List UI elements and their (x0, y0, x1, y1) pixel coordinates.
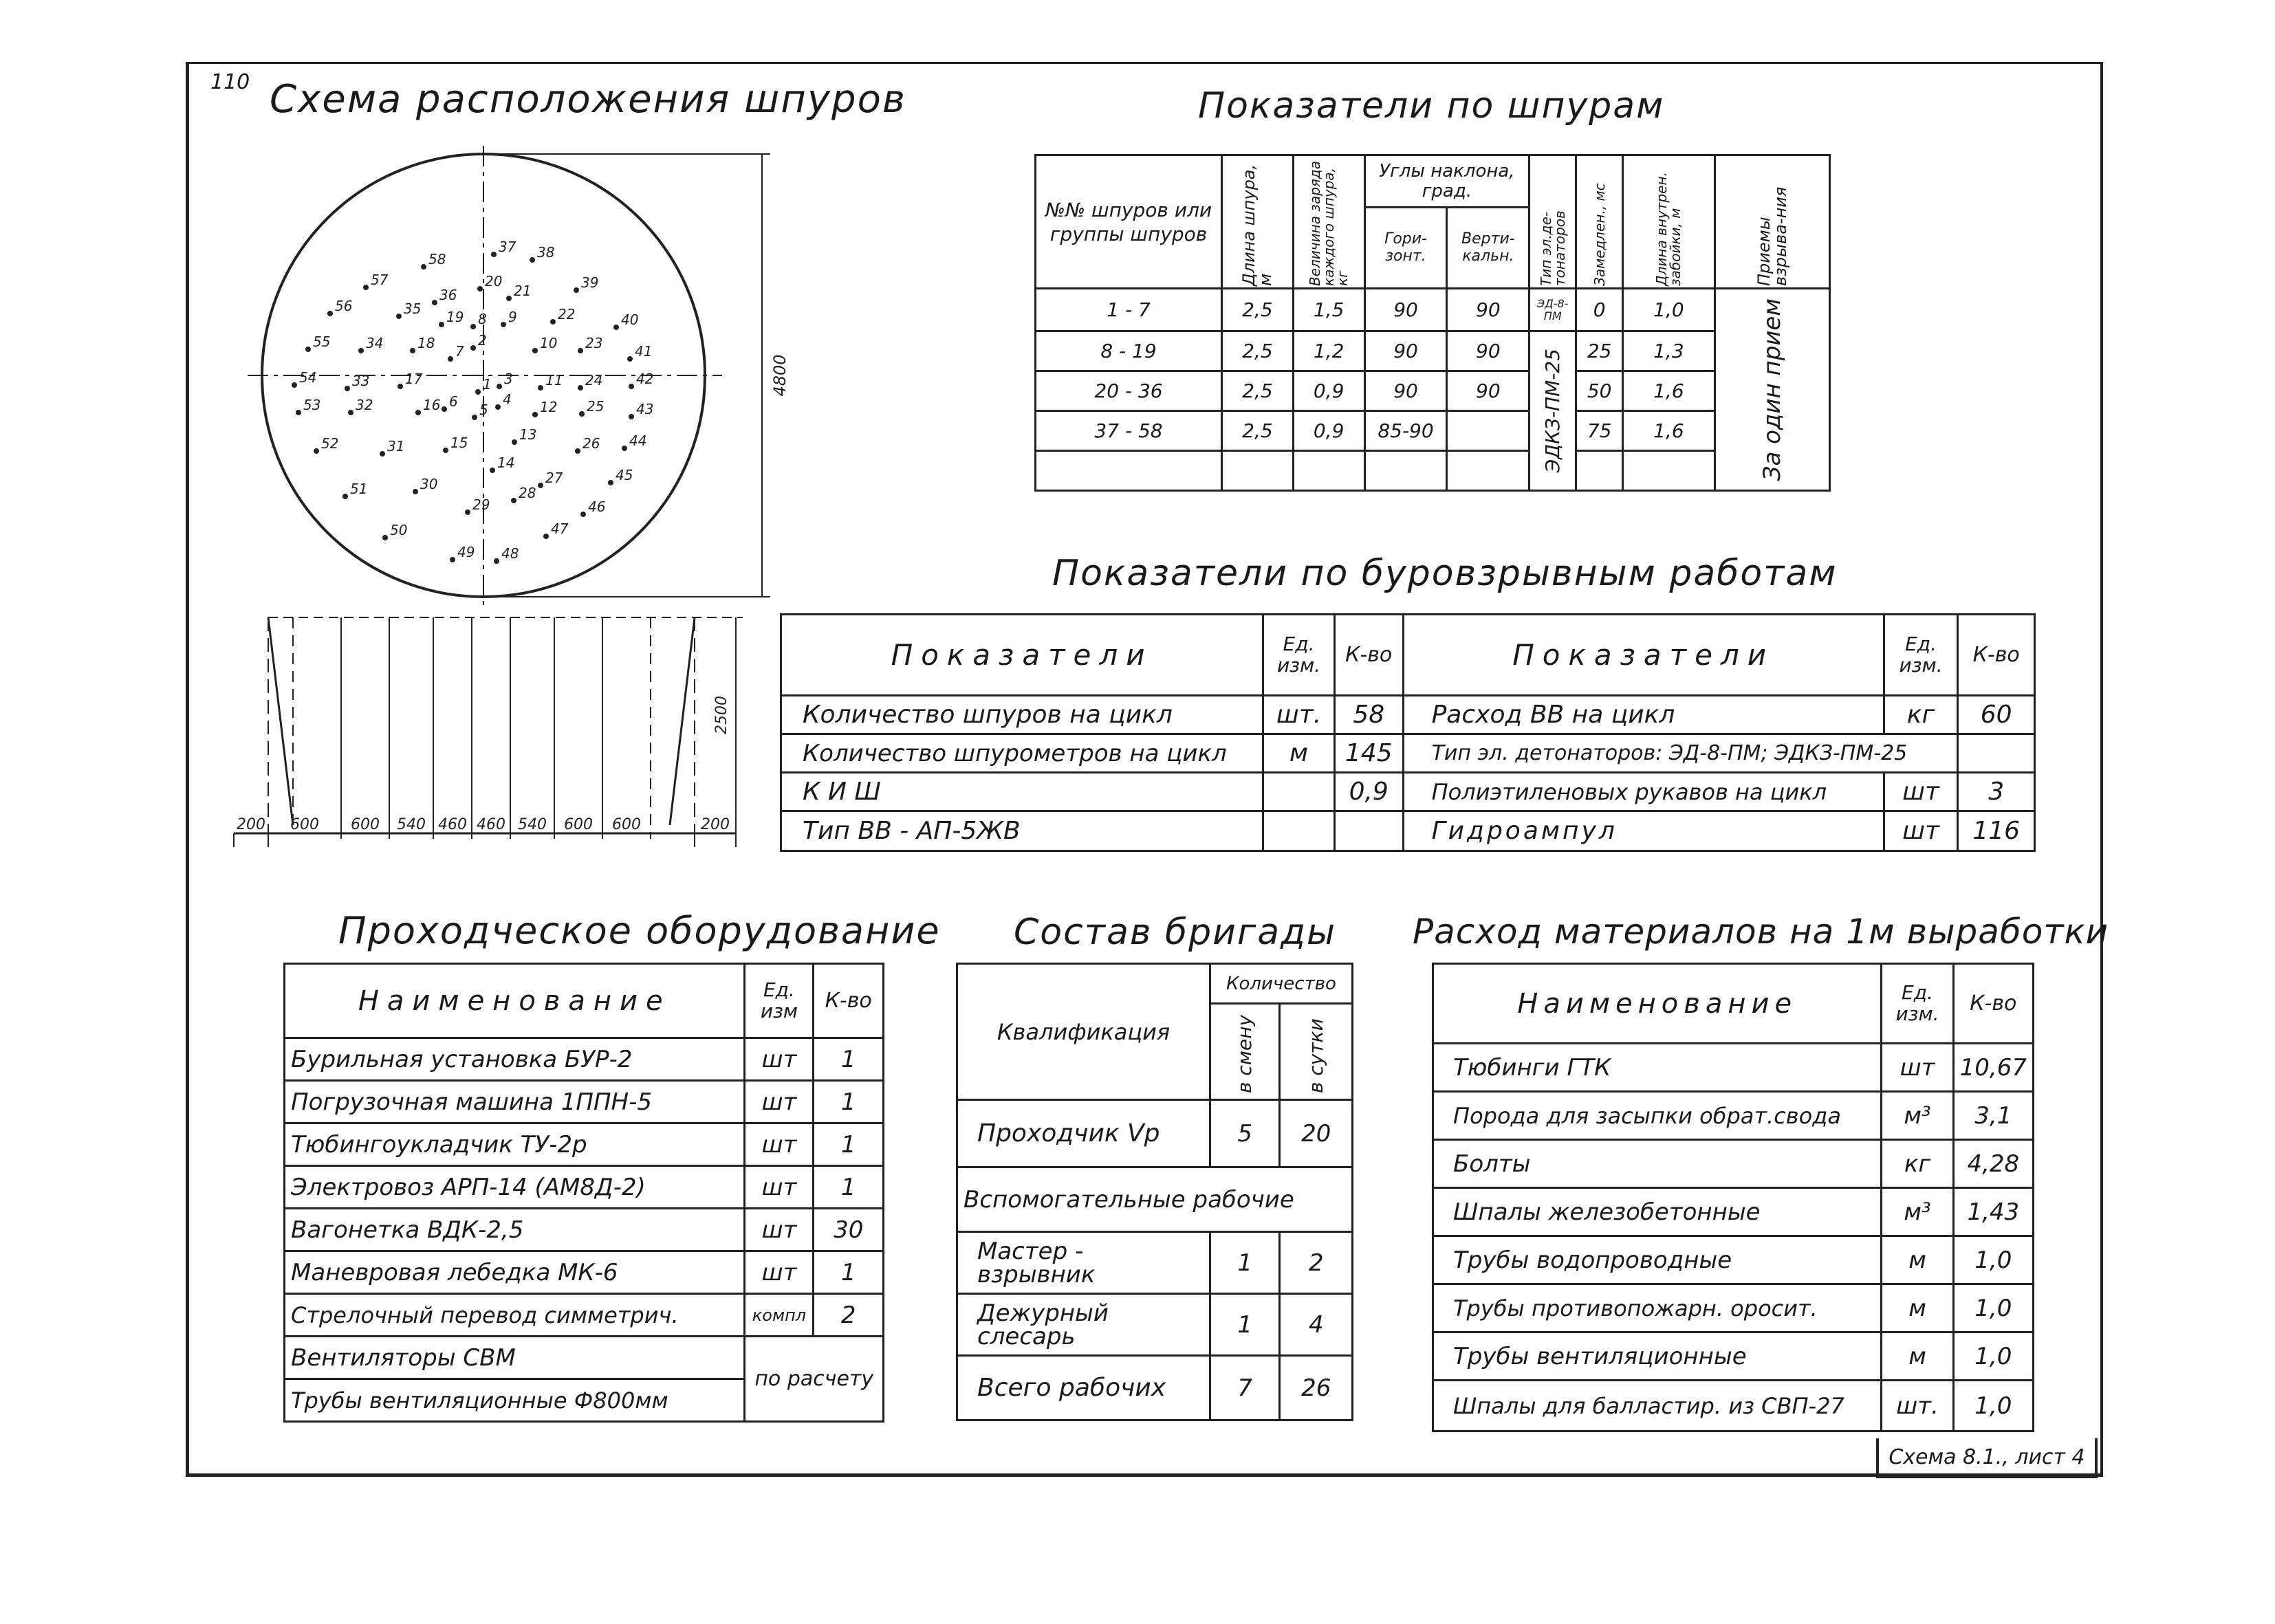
hole-dot-41 (627, 356, 633, 362)
hole-label-49: 49 (457, 544, 475, 560)
hole-dot-20 (477, 286, 483, 292)
hole-dot-32 (348, 410, 353, 415)
th-detonator: Тип эл.де-тонаторов (1530, 155, 1576, 289)
hole-label-26: 26 (583, 435, 600, 452)
hole-dot-4 (495, 404, 501, 410)
table-row: Тюбинги ГТК шт 10,67 (1433, 1044, 2034, 1092)
th-angles: Углы наклона, град. (1364, 155, 1530, 208)
hole-label-20: 20 (485, 273, 503, 289)
hole-label-27: 27 (545, 470, 563, 486)
hole-label-16: 16 (423, 397, 441, 413)
hole-dot-49 (450, 557, 455, 562)
hole-dot-36 (432, 300, 437, 305)
table-row: Трубы вентиляционные м 1,0 (1433, 1332, 2034, 1381)
hole-label-9: 9 (508, 309, 517, 325)
dim-2500-label: 2500 (713, 696, 730, 734)
th-indicator-left: Показатели (781, 615, 1263, 696)
th-group: №№ шпуров или группы шпуров (1036, 155, 1222, 289)
table-row: Трубы водопроводные м 1,0 (1433, 1236, 2034, 1284)
table-row: Мастер - взрывник 1 2 (957, 1232, 1353, 1294)
table-row: 1 - 7 2,5 1,5 90 90 ЭД-8-ПМ 0 1,0 За один прием (1036, 289, 1830, 331)
hole-label-40: 40 (621, 311, 639, 328)
table-row: Шпалы железобетонные м³ 1,43 (1433, 1188, 2034, 1236)
hole-dot-44 (622, 446, 627, 451)
hole-dot-16 (415, 410, 421, 415)
hole-dot-15 (443, 448, 448, 453)
hole-label-11: 11 (545, 372, 563, 388)
hole-dot-24 (578, 385, 583, 391)
hole-label-8: 8 (478, 311, 487, 327)
hole-label-19: 19 (446, 309, 464, 325)
hole-label-51: 51 (350, 481, 368, 497)
hole-label-47: 47 (551, 520, 569, 537)
section-dim-7: 600 (564, 816, 593, 833)
hole-label-37: 37 (499, 239, 516, 255)
hole-label-2: 2 (478, 332, 487, 349)
drill-table-title: Показатели по буровзрывным работам (1052, 553, 1838, 594)
calc-note: по расчету (745, 1337, 884, 1422)
hole-dot-42 (629, 384, 634, 389)
hole-dot-1 (475, 389, 481, 395)
hole-dot-17 (398, 384, 403, 389)
hole-dot-7 (448, 356, 453, 362)
th-eq-qty: К-во (814, 964, 884, 1038)
th-horiz: Гори-зонт. (1364, 208, 1447, 289)
th-length: Длина шпура, м (1222, 155, 1294, 289)
th-qty-right: К-во (1958, 615, 2035, 696)
table-row: К И Ш 0,9 Полиэтиленовых рукавов на цикл шт 3 (781, 773, 2035, 811)
hole-label-28: 28 (519, 485, 536, 501)
drill-table (780, 613, 2036, 852)
hole-dot-22 (550, 319, 556, 325)
hole-dot-9 (501, 322, 506, 327)
hole-dot-18 (410, 348, 415, 353)
hole-dot-35 (396, 314, 402, 319)
th-eq-name: Наименование (285, 964, 745, 1038)
hole-dot-43 (629, 414, 634, 419)
method-cell: За один прием (1715, 289, 1829, 491)
hole-label-18: 18 (417, 335, 435, 351)
table-row: Дежурный слесарь 1 4 (957, 1294, 1353, 1356)
table-row: Трубы вентиляционные Ф800мм (285, 1379, 884, 1422)
hole-label-3: 3 (504, 371, 513, 387)
hole-label-34: 34 (366, 335, 384, 351)
hole-label-15: 15 (450, 435, 468, 451)
hole-label-23: 23 (585, 335, 603, 351)
hole-dot-53 (296, 410, 301, 415)
hole-dot-45 (608, 480, 613, 485)
hole-dot-40 (613, 325, 619, 330)
table-row: Количество шпуров на цикл шт. 58 Расход ВВ на цикл кг 60 (781, 696, 2035, 734)
hole-dot-23 (578, 348, 583, 353)
hole-label-25: 25 (587, 398, 605, 415)
borehole-scheme (241, 144, 791, 612)
th-vert: Верти-кальн. (1447, 208, 1530, 289)
th-stemming: Длина внутрен. забойки, м (1623, 155, 1715, 289)
hole-label-30: 30 (420, 476, 438, 492)
hole-label-57: 57 (371, 272, 389, 288)
hole-dot-5 (472, 415, 477, 420)
hole-label-32: 32 (356, 397, 373, 413)
hole-label-38: 38 (537, 244, 555, 261)
hole-label-42: 42 (636, 371, 654, 387)
hole-label-45: 45 (616, 467, 633, 483)
table-row: Погрузочная машина 1ППН-5 шт 1 (285, 1081, 884, 1123)
th-qty-left: К-во (1334, 615, 1403, 696)
hole-label-55: 55 (313, 333, 331, 350)
hole-dot-54 (292, 382, 297, 388)
hole-label-48: 48 (501, 545, 519, 562)
hole-dot-28 (511, 498, 516, 503)
hole-label-43: 43 (636, 401, 654, 417)
hole-dot-30 (413, 489, 418, 494)
hole-dot-25 (579, 411, 585, 417)
sheet-stamp: Схема 8.1., лист 4 (1876, 1438, 2098, 1478)
section-dim-9: 200 (701, 816, 730, 833)
hole-label-4: 4 (503, 391, 512, 408)
hole-dot-26 (575, 448, 580, 454)
hole-label-14: 14 (497, 454, 515, 471)
hole-dot-56 (327, 311, 333, 316)
hole-dot-14 (490, 468, 495, 473)
hole-dot-31 (380, 451, 385, 457)
aux-label: Вспомогательные рабочие (957, 1167, 1353, 1232)
section-dim-6: 540 (518, 816, 547, 833)
th-charge: Величина заряда каждого шпура, кг (1293, 155, 1364, 289)
table-row: Порода для засыпки обрат.свода м³ 3,1 (1433, 1092, 2034, 1140)
hole-label-10: 10 (540, 335, 558, 351)
table-row: Трубы противопожарн. оросит. м 1,0 (1433, 1284, 2034, 1332)
section-dim-4: 460 (438, 816, 467, 833)
hole-label-1: 1 (483, 376, 492, 393)
th-indicator-right: Показатели (1403, 615, 1884, 696)
hole-dot-55 (305, 347, 311, 352)
th-qual: Квалификация (957, 964, 1210, 1100)
hole-label-33: 33 (352, 373, 370, 389)
hole-label-46: 46 (588, 498, 606, 515)
hole-label-36: 36 (439, 287, 457, 303)
hole-label-22: 22 (558, 306, 576, 322)
holes-layer (292, 239, 653, 564)
hole-dot-47 (543, 534, 549, 539)
hole-dot-51 (342, 494, 348, 499)
hole-dot-52 (314, 448, 319, 454)
hole-dot-57 (363, 285, 369, 290)
th-eq-unit: Ед. изм (745, 964, 814, 1038)
hole-label-35: 35 (404, 300, 422, 317)
hole-label-41: 41 (635, 343, 653, 360)
hole-dot-6 (442, 406, 447, 412)
hole-dot-38 (530, 257, 535, 263)
hole-dot-37 (491, 252, 497, 257)
table-row: Бурильная установка БУР-2 шт 1 (285, 1038, 884, 1081)
table-row: Вентиляторы СВМ по расчету (285, 1337, 884, 1379)
hole-dot-8 (470, 324, 476, 329)
hole-dot-48 (494, 558, 499, 564)
holes-table-title: Показатели по шпурам (1198, 85, 1665, 127)
hole-label-21: 21 (514, 283, 532, 299)
section-dim-2: 600 (351, 816, 380, 833)
hole-label-29: 29 (472, 496, 490, 513)
table-row: Маневровая лебедка МК-6 шт 1 (285, 1251, 884, 1294)
hole-label-31: 31 (387, 438, 405, 454)
hole-dot-50 (382, 535, 388, 540)
hole-dot-11 (538, 385, 543, 391)
section-dim-8: 600 (612, 816, 641, 833)
table-row: Стрелочный перевод симметрич. компл 2 (285, 1294, 884, 1337)
table-row: Проходчик Vр 5 20 (957, 1100, 1353, 1167)
table-row: Количество шпурометров на цикл м 145 Тип эл. детонаторов: ЭД-8-ПМ; ЭДКЗ-ПМ-25 (781, 734, 2035, 773)
section-dim-1: 600 (290, 816, 319, 833)
hole-dot-13 (512, 439, 517, 445)
hole-label-13: 13 (519, 426, 537, 443)
table-row: 37 - 58 2,5 0,9 85-90 75 1,6 (1036, 411, 1830, 451)
hole-label-58: 58 (428, 251, 446, 267)
hole-label-52: 52 (321, 435, 339, 452)
th-brigade-qty: Количество (1210, 964, 1353, 1004)
table-row: Тюбингоукладчик ТУ-2р шт 1 (285, 1123, 884, 1166)
hole-dot-3 (497, 384, 502, 389)
th-method: Приемы взрыва-ния (1715, 155, 1829, 289)
section-dim-3: 540 (397, 816, 426, 833)
section-bottom-dims (237, 816, 730, 833)
table-row: Вагонетка ВДК-2,5 шт 30 (285, 1209, 884, 1251)
hole-label-17: 17 (405, 371, 423, 387)
hole-label-6: 6 (449, 393, 458, 410)
detonator-first: ЭД-8-ПМ (1530, 289, 1576, 331)
table-row: Электровоз АРП-14 (АМ8Д-2) шт 1 (285, 1166, 884, 1209)
hole-dot-2 (470, 345, 476, 351)
th-delay: Замедлен., мс (1576, 155, 1623, 289)
table-row: 20 - 36 2,5 0,9 90 90 50 1,6 (1036, 371, 1830, 411)
hole-dot-21 (506, 296, 512, 301)
page-number: 110 (210, 70, 250, 94)
materials-title: Расход материалов на 1м выработки (1413, 912, 2109, 952)
hole-label-44: 44 (629, 432, 647, 449)
hole-dot-33 (345, 386, 350, 391)
th-unit-left: Ед. изм. (1263, 615, 1335, 696)
hole-dot-19 (439, 322, 444, 327)
table-row: Тип ВВ - АП-5ЖВ Гидроампул шт 116 (781, 811, 2035, 851)
hole-label-50: 50 (390, 522, 408, 538)
hole-label-7: 7 (455, 343, 464, 360)
table-row: Болты кг 4,28 (1433, 1140, 2034, 1188)
hole-label-12: 12 (540, 399, 558, 415)
table-row: Шпалы для балластир. из СВП-27 шт. 1,0 (1433, 1381, 2034, 1431)
table-row: 8 - 19 2,5 1,2 90 90 ЭДКЗ-ПМ-25 25 1,3 (1036, 331, 1830, 371)
table-row-empty (1036, 451, 1830, 491)
section-plan (227, 612, 756, 873)
section-dim-5: 460 (477, 816, 505, 833)
brigade-table (956, 963, 1353, 1421)
scheme-title: Схема расположения шпуров (270, 77, 906, 122)
table-row (957, 1167, 1353, 1232)
hole-dot-27 (538, 483, 543, 488)
hole-dot-46 (580, 512, 586, 517)
th-day: в сутки (1280, 1004, 1353, 1100)
equipment-title: Проходческое оборудование (338, 909, 941, 952)
section-dim-0: 200 (237, 816, 265, 833)
th-unit-right: Ед. изм. (1884, 615, 1958, 696)
hole-label-39: 39 (581, 274, 599, 291)
hole-dot-39 (574, 287, 579, 293)
hole-dot-29 (465, 509, 470, 515)
hole-dot-34 (358, 348, 364, 353)
hole-label-53: 53 (303, 397, 321, 413)
hole-label-54: 54 (299, 369, 317, 386)
materials-table (1432, 963, 2034, 1432)
hole-label-24: 24 (585, 372, 603, 388)
th-shift: в смену (1210, 1004, 1280, 1100)
hole-label-56: 56 (335, 298, 353, 314)
equipment-table (283, 963, 884, 1423)
hole-dot-12 (532, 412, 538, 417)
holes-table (1034, 154, 1831, 492)
th-mat-qty: К-во (1953, 964, 2033, 1044)
th-mat-unit: Ед. изм. (1882, 964, 1953, 1044)
hole-dot-58 (421, 264, 426, 270)
th-mat-name: Наименование (1433, 964, 1882, 1044)
hole-label-5: 5 (479, 402, 488, 418)
detonator-rest-cell: ЭДКЗ-ПМ-25 (1530, 331, 1576, 491)
brigade-title: Состав бригады (1014, 912, 1337, 953)
dim-4800-label: 4800 (770, 354, 790, 397)
table-row: Всего рабочих 7 26 (957, 1356, 1353, 1420)
hole-dot-10 (532, 348, 538, 353)
